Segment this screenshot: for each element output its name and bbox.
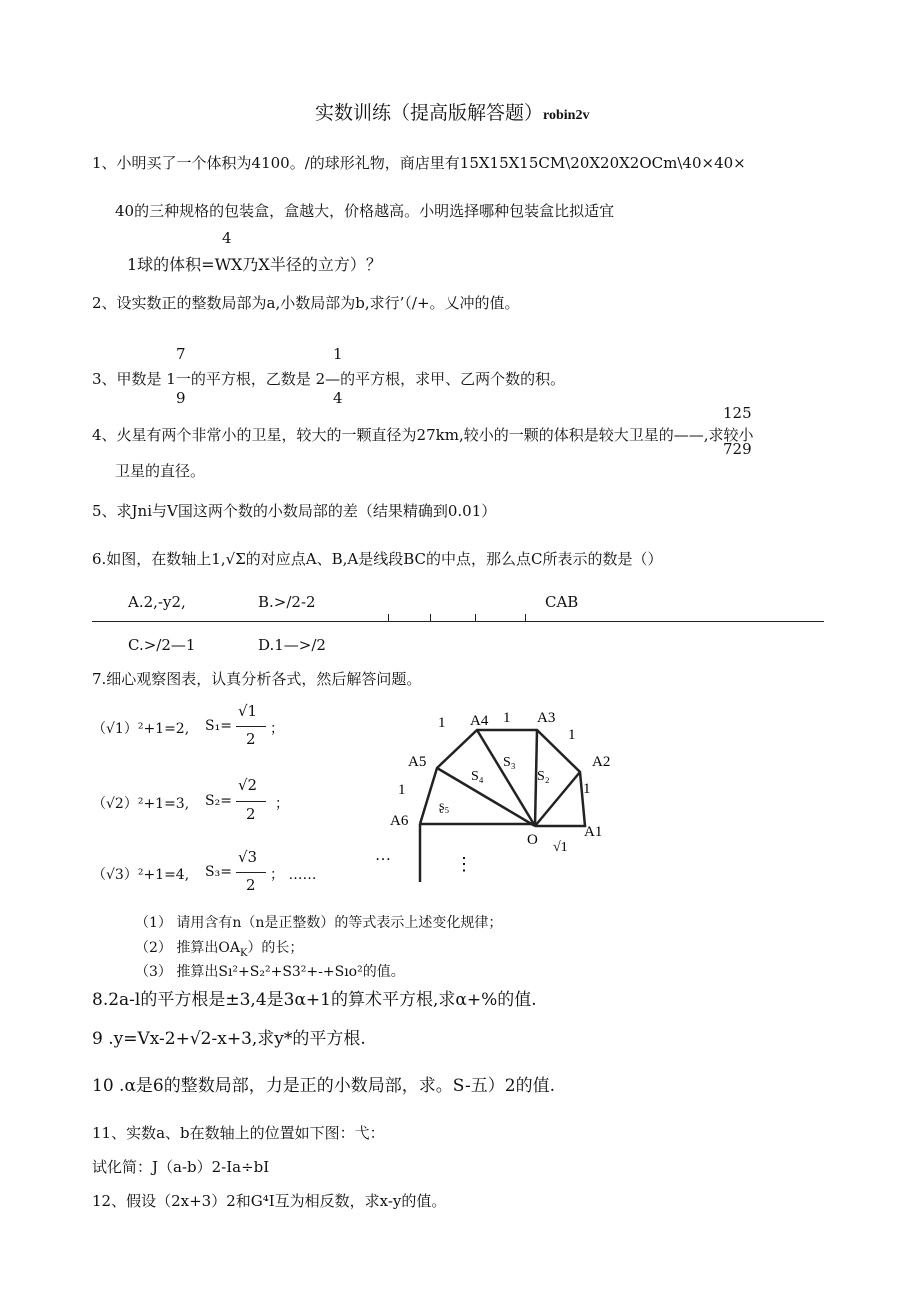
label-one: 1 <box>583 781 591 797</box>
edge <box>477 730 535 826</box>
q7-eq3-s: S₃= <box>205 864 232 880</box>
q6-option-d: D.1—>/2 <box>258 636 326 654</box>
label-a6: A6 <box>390 813 409 829</box>
q7-eq3-lhs: （√3）²+1=4, <box>92 867 190 883</box>
label-one: 1 <box>438 715 446 731</box>
label-one: 1 <box>398 782 406 798</box>
region-s4: S₄ <box>471 769 484 784</box>
label-o: O <box>527 832 538 848</box>
label-root1: √1 <box>553 840 568 855</box>
q2-text: 2、设实数正的整数局部为a,小数局部为b,求行’（/+。乂冲的值。 <box>92 294 520 312</box>
q1-line3: 1球的体积=WX乃X半径的立方）？ <box>127 255 382 274</box>
ellipsis: … <box>375 847 391 864</box>
q7-text: 7.细心观察图表，认真分析各式，然后解答问题。 <box>92 670 422 688</box>
q7-eq2-s: S₂= <box>205 793 232 809</box>
q5-text: 5、求Jni与V国这两个数的小数局部的差（结果精确到0.01） <box>92 502 497 520</box>
title-main: 实数训练（提高版解答题） <box>315 102 544 124</box>
fraction-bar <box>236 872 266 873</box>
q10-text: 10 .α是6的整数局部，力是正的小数局部，求。S-五）2的值. <box>92 1076 555 1096</box>
q9-text: 9 .y=Vx-2+√2-x+3,求y*的平方根. <box>92 1029 366 1049</box>
q7-eq2-lhs: （√2）²+1=3, <box>92 796 190 812</box>
region-s3: S₃ <box>503 755 516 770</box>
region-s5: ʂ₅ <box>439 799 450 814</box>
q7-sub2-tail: ）的长； <box>247 940 304 956</box>
q1-line1: 1、小明买了一个体积为4100。/的球形礼物，商店里有15X15X15CM\20X20X2OCm\40×40× <box>92 154 746 172</box>
q7-sub2 <box>135 937 303 959</box>
q11-sub: 试化简：J（a-b）2-Ia÷bI <box>92 1158 270 1176</box>
axis-tick <box>475 614 476 621</box>
q3-bot1: 9 <box>176 389 186 407</box>
q3-text: 3、甲数是 1一的平方根，乙数是 2—的平方根，求甲、乙两个数的积。 <box>92 370 566 388</box>
q7-eq3-tail: ； …… <box>270 867 317 883</box>
number-line <box>92 621 824 622</box>
q4-bot: 729 <box>723 440 752 458</box>
q3-top1: 7 <box>176 345 186 363</box>
q7-sub2-text: （2） 推算出OA <box>135 940 240 956</box>
q6-option-a: A.2,-y2, <box>128 593 186 611</box>
vertical-ellipsis: ⋮ <box>455 854 473 874</box>
q7-eq2-den: 2 <box>246 805 256 823</box>
edge <box>437 768 535 826</box>
q8-text: 8.2a-l的平方根是±3,4是3α+1的算术平方根,求α+%的值. <box>92 990 537 1010</box>
q4-line1: 4、火星有两个非常小的卫星，较大的一颗直径为27km,较小的一颗的体积是较大卫星的——,求较小 <box>92 426 754 444</box>
label-a1: A1 <box>584 824 603 840</box>
q11-text: 11、实数a、b在数轴上的位置如下图：弋： <box>92 1124 385 1142</box>
q7-sub3: （3） 推算出Sı²+S₂²+S3²+-+Sıo²的值。 <box>135 964 405 980</box>
spiral-triangle-diagram <box>375 700 635 890</box>
q4-line2: 卫星的直径。 <box>115 462 206 480</box>
q1-line2: 40的三种规格的包装盒，盒越大，价格越高。小明选择哪种包装盒比拟适宜 <box>115 202 615 220</box>
label-a5: A5 <box>408 754 427 770</box>
axis-tick <box>388 614 389 621</box>
q7-eq1-tail: ； <box>270 721 284 737</box>
q7-eq1-lhs: （√1）²+1=2, <box>92 721 190 737</box>
q7-sub1: （1） 请用含有n（n是正整数）的等式表示上述变化规律； <box>135 915 503 931</box>
label-a3: A3 <box>537 710 556 726</box>
q7-eq1-den: 2 <box>246 730 256 748</box>
q12-text: 12、假设（2x+3）2和G⁴I互为相反数，求x-y的值。 <box>92 1192 447 1210</box>
q7-eq3-den: 2 <box>246 876 256 894</box>
axis-tick <box>430 614 431 621</box>
title-suffix: robin2v <box>543 108 590 123</box>
q6-option-c: C.>/2—1 <box>128 636 196 654</box>
q3-top2: 1 <box>333 345 343 363</box>
page-title <box>315 98 589 125</box>
axis-tick <box>525 614 526 621</box>
q3-bot2: 4 <box>333 389 343 407</box>
q7-eq1-num: √1 <box>238 702 258 720</box>
label-a2: A2 <box>592 754 611 770</box>
q6-option-b: B.>/2-2 <box>258 593 316 611</box>
q7-eq3-num: √3 <box>238 848 258 866</box>
q6-text: 6.如图，在数轴上1,√Σ的对应点A、B,A是线段BC的中点，那么点C所表示的数是（） <box>92 550 663 568</box>
q7-eq1-s: S₁= <box>205 718 232 734</box>
q7-eq2-tail: ； <box>275 796 289 812</box>
q4-top: 125 <box>723 404 752 422</box>
label-a4: A4 <box>470 713 489 729</box>
region-s2: S₂ <box>537 769 550 784</box>
fraction-bar <box>236 726 266 727</box>
label-one: 1 <box>568 727 576 743</box>
fraction-bar <box>236 801 266 802</box>
q6-axis-label: CAB <box>545 593 579 611</box>
q1-frac-top: 4 <box>222 229 232 247</box>
label-one: 1 <box>503 710 511 726</box>
q7-eq2-num: √2 <box>238 776 258 794</box>
q7-sub2-subscript: K <box>239 947 248 959</box>
